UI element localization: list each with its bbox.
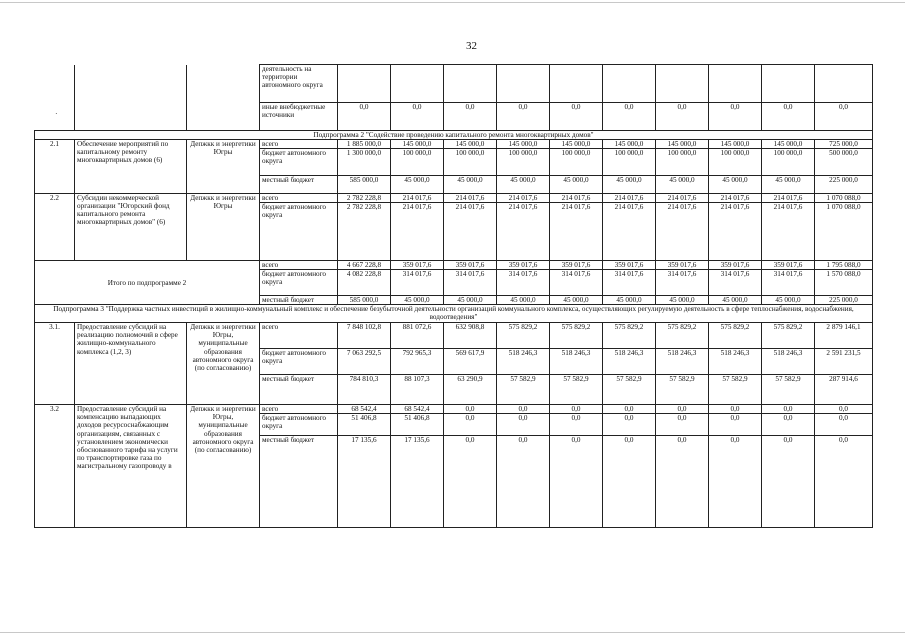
value-cell: 518 246,3 <box>709 349 762 375</box>
value-cell: 518 246,3 <box>550 349 603 375</box>
value-cell: 145 000,0 <box>444 140 497 149</box>
funding-source-label: бюджет автономного округа <box>260 270 338 296</box>
value-cell: 518 246,3 <box>603 349 656 375</box>
funding-source-label: иные внебюджетные источники <box>260 103 338 131</box>
value-cell: 45 000,0 <box>603 176 656 194</box>
funding-source-label: местный бюджет <box>260 436 338 528</box>
value-cell <box>444 65 497 103</box>
value-cell: 0,0 <box>656 414 709 436</box>
value-cell: 88 107,3 <box>391 375 444 405</box>
value-cell: 214 017,6 <box>550 194 603 203</box>
value-cell: 0,0 <box>656 436 709 528</box>
value-cell: 518 246,3 <box>497 349 550 375</box>
value-cell: 314 017,6 <box>762 270 815 296</box>
value-cell: 0,0 <box>815 414 873 436</box>
value-cell: 51 406,8 <box>338 414 391 436</box>
value-cell: 45 000,0 <box>656 176 709 194</box>
value-cell: 225 000,0 <box>815 176 873 194</box>
value-cell: 45 000,0 <box>762 296 815 305</box>
value-cell: 4 082 228,8 <box>338 270 391 296</box>
value-cell: 214 017,6 <box>497 194 550 203</box>
funding-source-label: всего <box>260 405 338 414</box>
value-cell: 784 810,3 <box>338 375 391 405</box>
funding-source-label: местный бюджет <box>260 296 338 305</box>
activity-executor: Депжкк и энергетики Югры, муниципальные образования автономного округа (по согласованию) <box>187 323 260 405</box>
value-cell: 145 000,0 <box>656 140 709 149</box>
value-cell: 314 017,6 <box>656 270 709 296</box>
value-cell: 214 017,6 <box>603 203 656 261</box>
value-cell: 0,0 <box>656 103 709 131</box>
value-cell: 2 782 228,8 <box>338 194 391 203</box>
value-cell <box>550 65 603 103</box>
value-cell: 214 017,6 <box>391 203 444 261</box>
value-cell: 57 582,9 <box>497 375 550 405</box>
value-cell: 0,0 <box>762 405 815 414</box>
value-cell: 45 000,0 <box>709 296 762 305</box>
funding-source-label: местный бюджет <box>260 375 338 405</box>
value-cell: 17 135,6 <box>338 436 391 528</box>
value-cell: 0,0 <box>762 414 815 436</box>
value-cell: 1 885 000,0 <box>338 140 391 149</box>
value-cell: 575 829,2 <box>497 323 550 349</box>
value-cell: 359 017,6 <box>709 261 762 270</box>
value-cell: 0,0 <box>550 414 603 436</box>
scan-edge-bottom <box>0 632 905 633</box>
value-cell: 0,0 <box>338 103 391 131</box>
value-cell: 632 908,8 <box>444 323 497 349</box>
funding-source-label: всего <box>260 261 338 270</box>
value-cell: 0,0 <box>497 405 550 414</box>
table-row <box>35 140 873 149</box>
table-row <box>35 323 873 349</box>
value-cell: 792 965,3 <box>391 349 444 375</box>
activity-executor: Депжкк и энергетики Югры <box>187 140 260 194</box>
funding-source-label: всего <box>260 140 338 149</box>
value-cell: 145 000,0 <box>762 140 815 149</box>
value-cell: 45 000,0 <box>762 176 815 194</box>
bullet-mark: . <box>55 108 58 117</box>
value-cell: 575 829,2 <box>550 323 603 349</box>
value-cell: 314 017,6 <box>550 270 603 296</box>
value-cell: 0,0 <box>444 436 497 528</box>
value-cell: 214 017,6 <box>709 194 762 203</box>
value-cell: 57 582,9 <box>603 375 656 405</box>
value-cell: 45 000,0 <box>497 176 550 194</box>
value-cell: 725 000,0 <box>815 140 873 149</box>
table-row <box>35 131 873 140</box>
activity-number: 3.2 <box>35 405 75 528</box>
value-cell: 57 582,9 <box>762 375 815 405</box>
value-cell: 214 017,6 <box>603 194 656 203</box>
value-cell: 287 914,6 <box>815 375 873 405</box>
value-cell: 0,0 <box>497 414 550 436</box>
value-cell: 359 017,6 <box>656 261 709 270</box>
value-cell: 359 017,6 <box>550 261 603 270</box>
value-cell: 2 879 146,1 <box>815 323 873 349</box>
value-cell <box>762 65 815 103</box>
activity-name: Предоставление субсидий на реализацию полномочий в сфере жилищно-коммунального комплекса (1,2, 3) <box>75 323 187 405</box>
value-cell: 0,0 <box>815 405 873 414</box>
executor-cell <box>187 65 260 131</box>
value-cell: 100 000,0 <box>444 149 497 176</box>
value-cell: 45 000,0 <box>603 296 656 305</box>
value-cell: 100 000,0 <box>391 149 444 176</box>
subprogram-total-title: Итого по подпрограмме 2 <box>35 261 260 305</box>
value-cell: 0,0 <box>550 103 603 131</box>
value-cell: 0,0 <box>603 103 656 131</box>
value-cell: 100 000,0 <box>603 149 656 176</box>
value-cell: 45 000,0 <box>709 176 762 194</box>
activity-name: Субсидии некоммерческой организации "Югорский фонд капитального ремонта многоквартирных домов" (6) <box>75 194 187 261</box>
value-cell: 359 017,6 <box>762 261 815 270</box>
table-row <box>35 65 873 103</box>
value-cell: 214 017,6 <box>444 203 497 261</box>
value-cell: 0,0 <box>762 436 815 528</box>
funding-source-label: местный бюджет <box>260 176 338 194</box>
funding-source-label: всего <box>260 194 338 203</box>
value-cell: 575 829,2 <box>762 323 815 349</box>
value-cell: 0,0 <box>709 414 762 436</box>
value-cell: 0,0 <box>762 103 815 131</box>
value-cell: 214 017,6 <box>656 203 709 261</box>
value-cell: 0,0 <box>603 405 656 414</box>
value-cell: 45 000,0 <box>444 296 497 305</box>
activity-name: Обеспечение мероприятий по капитальному ремонту многоквартирных домов (6) <box>75 140 187 194</box>
value-cell: 100 000,0 <box>656 149 709 176</box>
value-cell <box>603 65 656 103</box>
value-cell: 1 300 000,0 <box>338 149 391 176</box>
value-cell: 0,0 <box>815 436 873 528</box>
value-cell: 214 017,6 <box>709 203 762 261</box>
value-cell: 145 000,0 <box>497 140 550 149</box>
activity-number: 2.2 <box>35 194 75 261</box>
num-cell <box>35 65 75 131</box>
value-cell: 145 000,0 <box>709 140 762 149</box>
value-cell: 214 017,6 <box>656 194 709 203</box>
value-cell: 359 017,6 <box>391 261 444 270</box>
scan-edge-top <box>0 2 905 3</box>
value-cell: 57 582,9 <box>656 375 709 405</box>
value-cell: 314 017,6 <box>603 270 656 296</box>
table-row <box>35 305 873 323</box>
value-cell: 63 290,9 <box>444 375 497 405</box>
value-cell: 575 829,2 <box>603 323 656 349</box>
value-cell: 0,0 <box>709 436 762 528</box>
value-cell: 518 246,3 <box>656 349 709 375</box>
value-cell: 45 000,0 <box>550 296 603 305</box>
value-cell: 214 017,6 <box>391 194 444 203</box>
value-cell: 1 570 088,0 <box>815 270 873 296</box>
value-cell: 45 000,0 <box>497 296 550 305</box>
value-cell <box>656 65 709 103</box>
value-cell <box>815 65 873 103</box>
value-cell <box>338 65 391 103</box>
value-cell: 314 017,6 <box>444 270 497 296</box>
value-cell: 0,0 <box>497 436 550 528</box>
value-cell: 1 070 088,0 <box>815 203 873 261</box>
value-cell: 518 246,3 <box>762 349 815 375</box>
funding-source-label: деятельность на территории автономного округа <box>260 65 338 103</box>
value-cell: 0,0 <box>391 103 444 131</box>
value-cell: 0,0 <box>656 405 709 414</box>
value-cell: 214 017,6 <box>497 203 550 261</box>
value-cell: 575 829,2 <box>656 323 709 349</box>
value-cell: 2 782 228,8 <box>338 203 391 261</box>
value-cell: 314 017,6 <box>497 270 550 296</box>
value-cell: 585 000,0 <box>338 176 391 194</box>
value-cell: 57 582,9 <box>550 375 603 405</box>
value-cell: 100 000,0 <box>762 149 815 176</box>
value-cell: 0,0 <box>444 414 497 436</box>
value-cell: 569 617,9 <box>444 349 497 375</box>
value-cell: 7 063 292,5 <box>338 349 391 375</box>
value-cell: 214 017,6 <box>762 194 815 203</box>
value-cell: 0,0 <box>709 405 762 414</box>
activity-number: 2.1 <box>35 140 75 194</box>
value-cell: 214 017,6 <box>444 194 497 203</box>
value-cell: 575 829,2 <box>709 323 762 349</box>
value-cell: 314 017,6 <box>391 270 444 296</box>
value-cell: 0,0 <box>709 103 762 131</box>
value-cell: 0,0 <box>550 405 603 414</box>
value-cell: 68 542,4 <box>338 405 391 414</box>
value-cell: 359 017,6 <box>444 261 497 270</box>
value-cell: 0,0 <box>550 436 603 528</box>
value-cell: 45 000,0 <box>391 296 444 305</box>
value-cell: 1 795 088,0 <box>815 261 873 270</box>
page-number: 32 <box>466 40 477 52</box>
value-cell <box>709 65 762 103</box>
activity-executor: Депжкк и энергетики Югры <box>187 194 260 261</box>
funding-source-label: бюджет автономного округа <box>260 149 338 176</box>
funding-source-label: бюджет автономного округа <box>260 203 338 261</box>
table-row <box>35 405 873 414</box>
value-cell: 100 000,0 <box>709 149 762 176</box>
value-cell: 881 072,6 <box>391 323 444 349</box>
value-cell: 214 017,6 <box>762 203 815 261</box>
value-cell: 68 542,4 <box>391 405 444 414</box>
value-cell: 0,0 <box>444 405 497 414</box>
value-cell: 0,0 <box>603 414 656 436</box>
name-cell <box>75 65 187 131</box>
funding-source-label: бюджет автономного округа <box>260 349 338 375</box>
value-cell: 17 135,6 <box>391 436 444 528</box>
value-cell: 100 000,0 <box>550 149 603 176</box>
value-cell: 45 000,0 <box>444 176 497 194</box>
subprogram-title: Подпрограмма 3 "Поддержка частных инвестиций в жилищно-коммунальный комплекс и обеспечение безубыточной деятельности организаций коммунального комплекса, осуществляющих регулируемую деятельность в сфере теплоснабжения, водоснабжения, водоотведения" <box>35 305 873 323</box>
funding-source-label: бюджет автономного округа <box>260 414 338 436</box>
value-cell: 314 017,6 <box>709 270 762 296</box>
table-row <box>35 194 873 203</box>
value-cell: 214 017,6 <box>550 203 603 261</box>
budget-table <box>34 64 873 528</box>
value-cell: 359 017,6 <box>603 261 656 270</box>
value-cell: 4 667 228,8 <box>338 261 391 270</box>
value-cell: 0,0 <box>444 103 497 131</box>
value-cell <box>497 65 550 103</box>
value-cell: 57 582,9 <box>709 375 762 405</box>
value-cell: 500 000,0 <box>815 149 873 176</box>
activity-name: Предоставление субсидий на компенсацию выпадающих доходов ресурсоснабжающим организациям, связанных с установлением экономически обоснованного тарифа на услуги по транспортировке газа по магистральному газопроводу в <box>75 405 187 528</box>
value-cell: 585 000,0 <box>338 296 391 305</box>
value-cell: 145 000,0 <box>603 140 656 149</box>
table-row <box>35 261 873 270</box>
value-cell: 100 000,0 <box>497 149 550 176</box>
value-cell: 0,0 <box>815 103 873 131</box>
activity-number: 3.1. <box>35 323 75 405</box>
value-cell: 7 848 102,8 <box>338 323 391 349</box>
value-cell: 359 017,6 <box>497 261 550 270</box>
subprogram-title: Подпрограмма 2 "Содействие проведению капитального ремонта многоквартирных домов" <box>35 131 873 140</box>
value-cell: 45 000,0 <box>656 296 709 305</box>
value-cell: 0,0 <box>497 103 550 131</box>
value-cell: 1 070 088,0 <box>815 194 873 203</box>
value-cell: 145 000,0 <box>391 140 444 149</box>
activity-executor: Депжкк и энергетики Югры, муниципальные образования автономного округа (по согласованию) <box>187 405 260 528</box>
value-cell: 45 000,0 <box>550 176 603 194</box>
value-cell: 0,0 <box>603 436 656 528</box>
value-cell: 45 000,0 <box>391 176 444 194</box>
value-cell <box>391 65 444 103</box>
value-cell: 2 591 231,5 <box>815 349 873 375</box>
value-cell: 145 000,0 <box>550 140 603 149</box>
value-cell: 225 000,0 <box>815 296 873 305</box>
funding-source-label: всего <box>260 323 338 349</box>
value-cell: 51 406,8 <box>391 414 444 436</box>
